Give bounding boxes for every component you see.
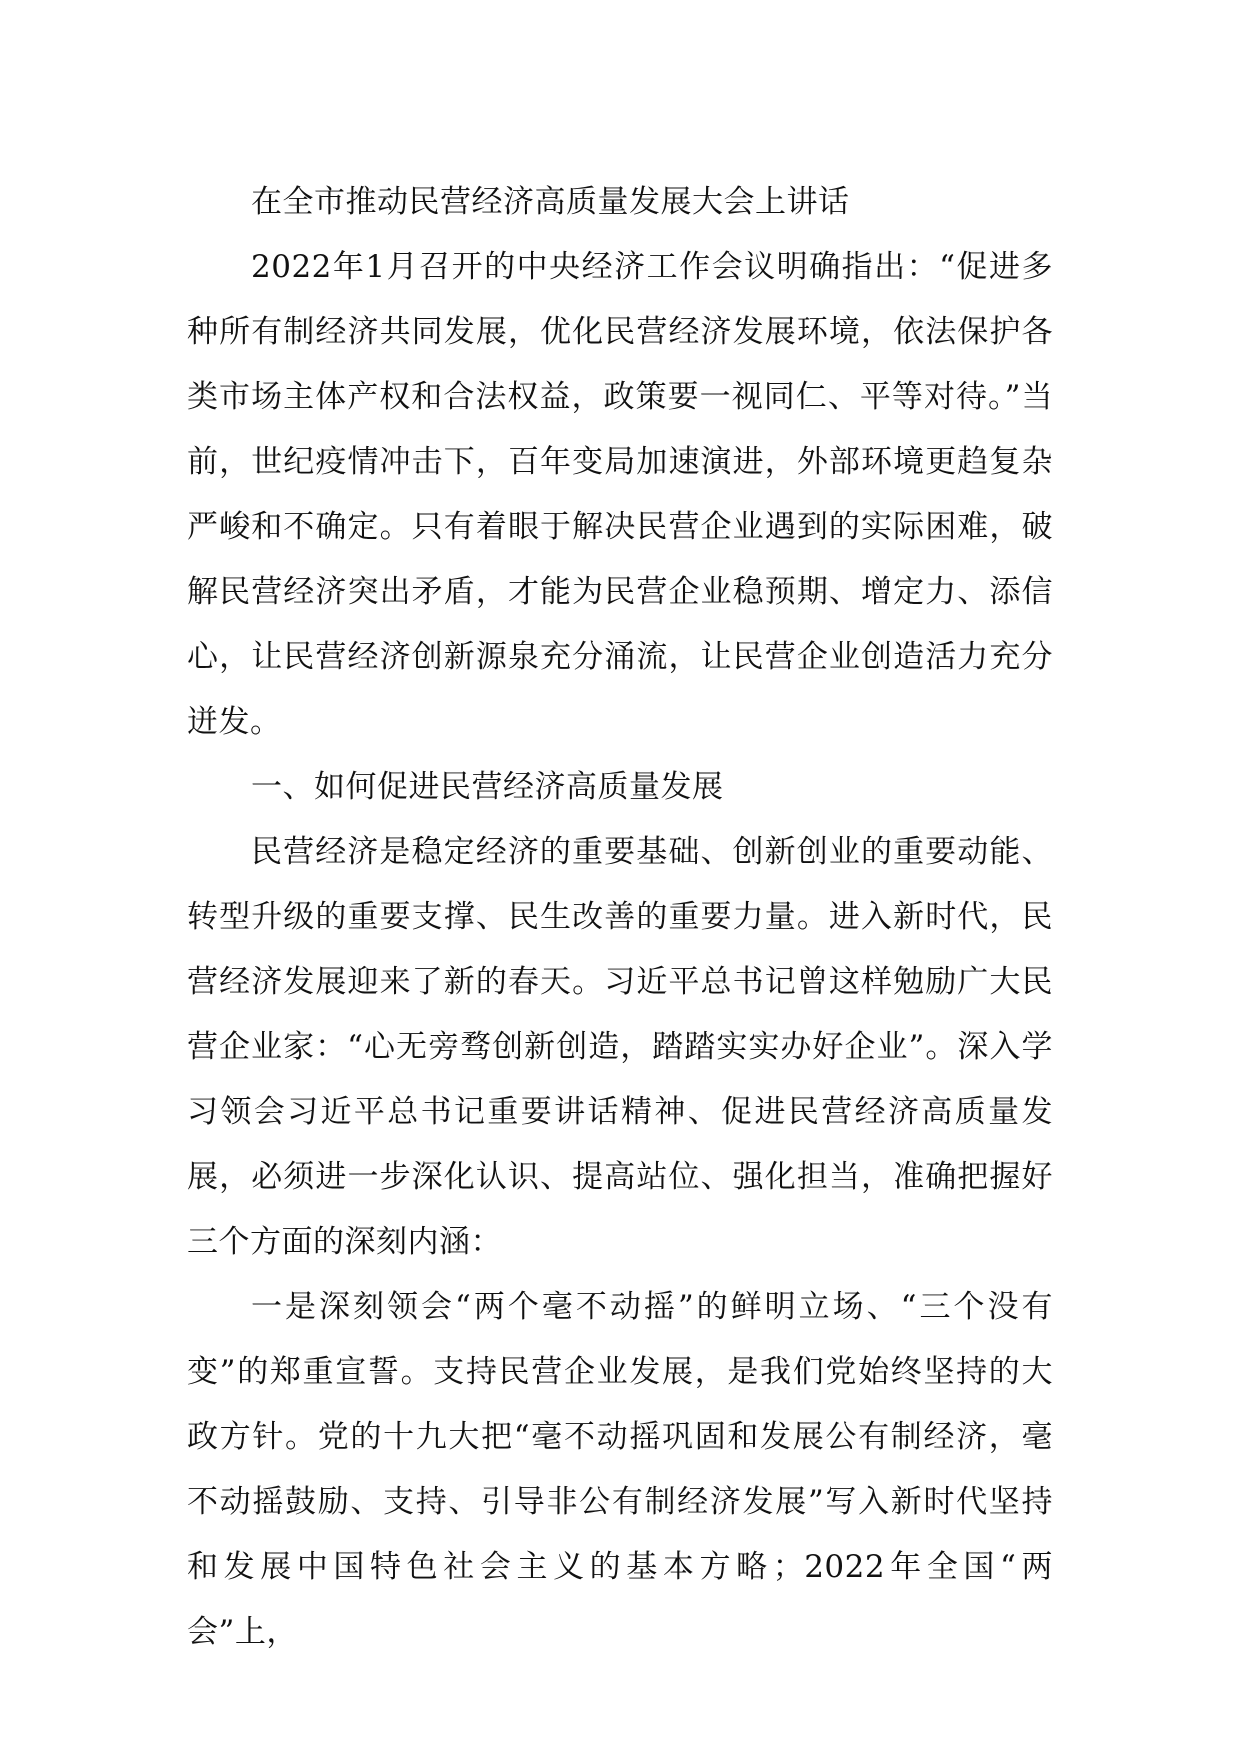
speech-title: 在全市推动民营经济高质量发展大会上讲话	[251, 184, 850, 220]
intro-paragraph: 2022年1月召开的中央经济工作会议明确指出：“促进多种所有制经济共同发展，优化民营经济发展环境，依法保护各类市场主体产权和合法权益，政策要一视同仁、平等对待。”当前，世纪疫情冲击下，百年变局加速演进，外部环境更趋复杂严峻和不确定。只有着眼于解决民营企业遇到的实际困难，破解民营经济突出矛盾，才能为民营企业稳预期、增定力、添信心，让民营经济创新源泉充分涌流，让民营企业创造活力充分迸发。	[187, 249, 1053, 740]
document-body	[187, 170, 1053, 1665]
body-paragraph: 一是深刻领会“两个毫不动摇”的鲜明立场、“三个没有变”的郑重宣誓。支持民营企业发展，是我们党始终坚持的大政方针。党的十九大把“毫不动摇巩固和发展公有制经济，毫不动摇鼓励、支持、引导非公有制经济发展”写入新时代坚持和发展中国特色社会主义的基本方略；2022年全国“两会”上，	[187, 1289, 1053, 1650]
section-heading: 一、如何促进民营经济高质量发展	[251, 769, 724, 805]
body-paragraph: 民营经济是稳定经济的重要基础、创新创业的重要动能、转型升级的重要支撑、民生改善的重要力量。进入新时代，民营经济发展迎来了新的春天。习近平总书记曾这样勉励广大民营企业家：“心无旁骛创新创造，踏踏实实办好企业”。深入学习领会习近平总书记重要讲话精神、促进民营经济高质量发展，必须进一步深化认识、提高站位、强化担当，准确把握好三个方面的深刻内涵：	[187, 834, 1053, 1260]
